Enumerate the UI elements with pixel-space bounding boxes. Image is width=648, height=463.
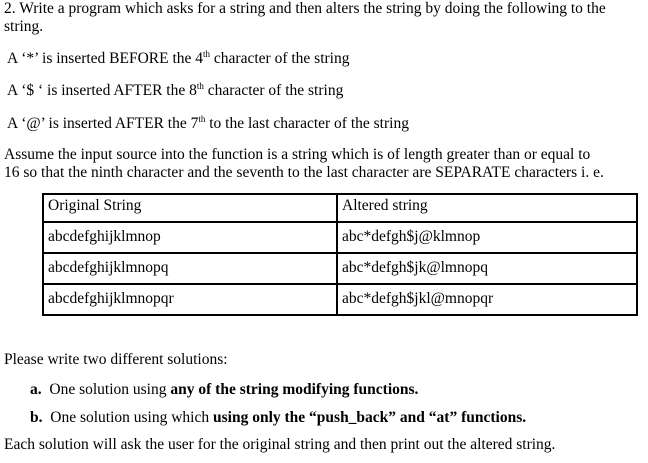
altered-cell: abc*defgh$jkl@mnopqr [337, 284, 637, 315]
rule-2 [7, 82, 343, 100]
original-cell: abcdefghijklmnopq [43, 253, 337, 284]
rule-1-sup: th [203, 48, 211, 59]
rule-1 [7, 50, 349, 68]
question-line-2: string. [4, 18, 44, 35]
strings-table [42, 193, 638, 316]
solution-b [30, 409, 526, 427]
rule-1-pre: A ‘*’ is inserted BEFORE the 4 [7, 50, 204, 67]
rule-3-sup: th [198, 113, 206, 124]
table-header-row [43, 194, 637, 222]
table-row [43, 253, 637, 284]
solution-a-pre: One solution using [49, 381, 171, 398]
table-row [43, 284, 637, 315]
rule-3-pre: A ‘@’ is inserted AFTER the 7 [7, 115, 199, 132]
solution-b-label: b. [30, 409, 43, 426]
table-row [43, 222, 637, 253]
solution-a [30, 381, 418, 399]
solution-a-label: a. [30, 381, 42, 398]
rule-3-post: to the last character of the string [205, 115, 409, 132]
header-altered: Altered string [337, 194, 637, 222]
rule-2-pre: A ‘$ ‘ is inserted AFTER the 8 [7, 82, 197, 99]
instructions-intro: Please write two different solutions: [4, 351, 228, 368]
altered-cell: abc*defgh$j@klmnop [337, 222, 637, 253]
altered-cell: abc*defgh$jk@lmnopq [337, 253, 637, 284]
rule-2-post: character of the string [203, 82, 344, 99]
rule-3 [7, 115, 409, 133]
solution-b-bold: using only the “push_back” and “at” functions. [213, 409, 527, 426]
header-original: Original String [43, 194, 337, 222]
solution-b-pre: One solution using which [50, 409, 213, 426]
original-cell: abcdefghijklmnop [43, 222, 337, 253]
rule-2-sup: th [196, 80, 204, 91]
solution-a-bold: any of the string modifying functions. [170, 381, 419, 398]
rule-1-post: character of the string [210, 50, 350, 67]
assumption-line-1: Assume the input source into the function is a string which is of length greater than or equal to [4, 146, 591, 163]
assumption-line-2: 16 so that the ninth character and the seventh to the last character are SEPARATE characters i. e. [4, 164, 604, 181]
original-cell: abcdefghijklmnopqr [43, 284, 337, 315]
instructions-closing: Each solution will ask the user for the original string and then print out the altered string. [4, 436, 556, 453]
question-line-1: 2. Write a program which asks for a string and then alters the string by doing the following to the [4, 0, 606, 17]
